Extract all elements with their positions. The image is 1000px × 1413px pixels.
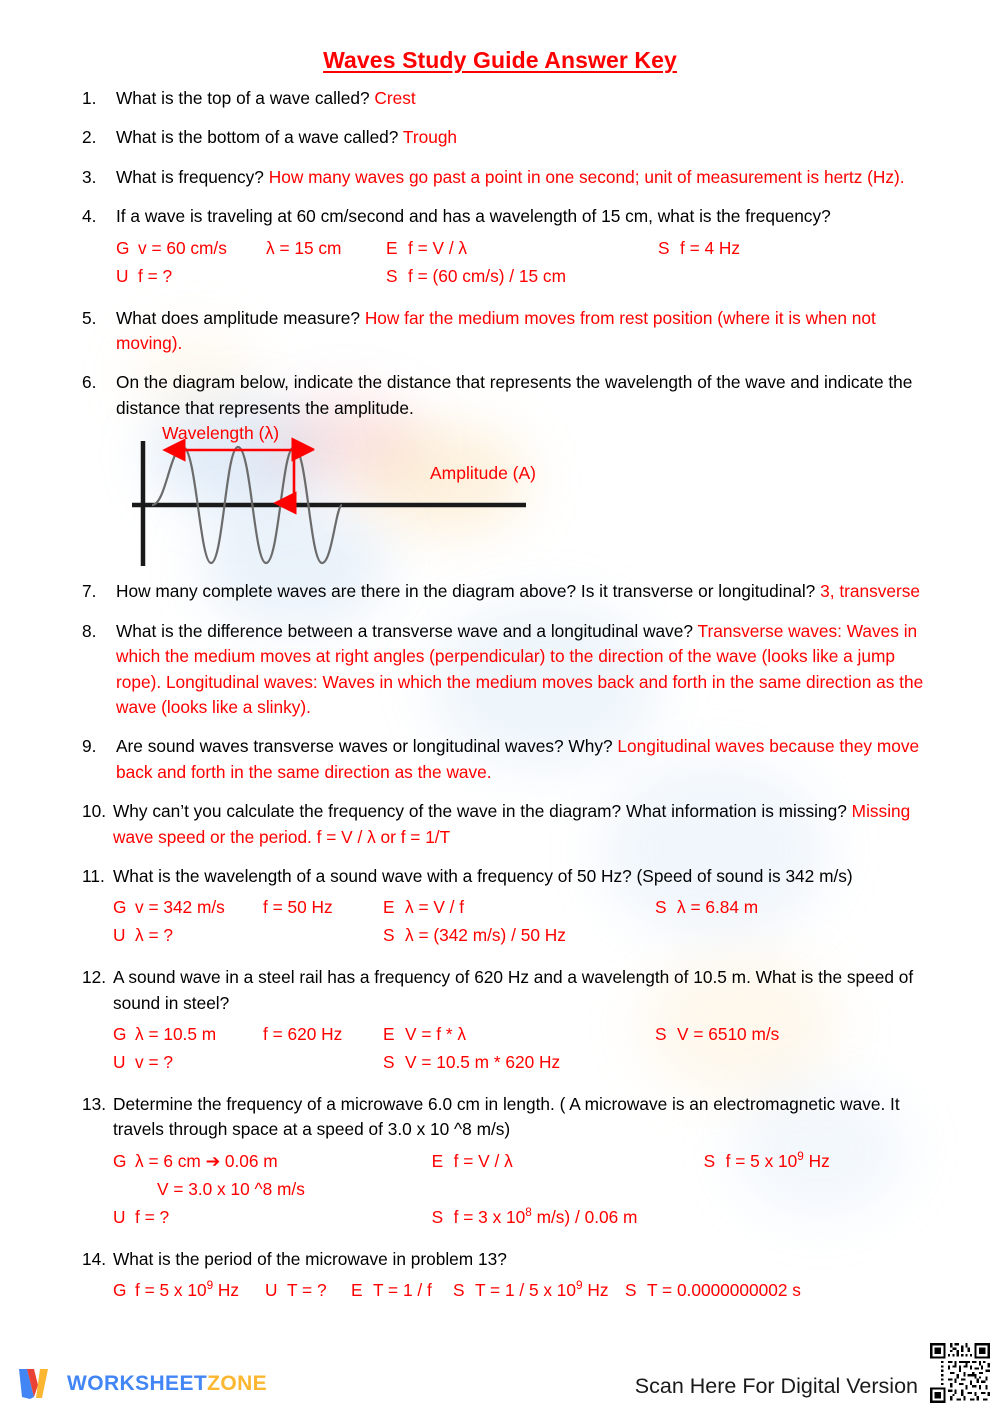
question-item-5 bbox=[82, 306, 942, 357]
unknown-tag: U bbox=[116, 265, 129, 286]
given-unit: Hz bbox=[213, 1280, 240, 1301]
logo-text bbox=[67, 1372, 267, 1396]
substitute-exponent: 9 bbox=[576, 1279, 583, 1293]
given-value-1: v = 60 cm/s bbox=[138, 237, 227, 258]
question-text: What is frequency? bbox=[116, 166, 264, 187]
solution-mantissa: f = 5 x 10 bbox=[725, 1150, 798, 1171]
page-title bbox=[0, 0, 1000, 74]
solution-tag: S bbox=[625, 1280, 637, 1301]
question-item-12 bbox=[82, 965, 942, 1078]
qr-code-svg bbox=[928, 1341, 992, 1405]
answer-text: Trough bbox=[402, 127, 458, 148]
guess-row-given-2 bbox=[113, 1177, 942, 1205]
equation-tag: E bbox=[383, 897, 395, 918]
answer-text: Missing wave speed or the period. f = V / λ or f = 1/T bbox=[113, 801, 911, 847]
given-value-1: λ = 6 cm ➔ 0.06 m bbox=[135, 1150, 278, 1171]
question-number: 4. bbox=[82, 206, 97, 227]
unknown-tag: U bbox=[113, 1052, 126, 1073]
guess-row-unknown bbox=[113, 923, 942, 951]
answer-text: Crest bbox=[374, 88, 416, 108]
equation-value: λ = V / f bbox=[405, 897, 465, 918]
question-item-9 bbox=[82, 734, 942, 785]
solution-tag: S bbox=[655, 897, 667, 918]
given-tag: G bbox=[113, 1024, 127, 1045]
solution-tag: S bbox=[703, 1150, 716, 1171]
given-value-2: V = 3.0 x 10 ^8 m/s bbox=[157, 1178, 305, 1199]
substitute-mantissa: T = 1 / 5 x 10 bbox=[475, 1280, 577, 1301]
unknown-value: f = ? bbox=[135, 1206, 170, 1227]
question-number: 10. bbox=[82, 801, 107, 822]
unknown-tag: U bbox=[113, 1206, 126, 1227]
given-tag: G bbox=[113, 897, 127, 918]
question-number: 1. bbox=[82, 88, 97, 108]
scan-here-text: Scan Here For Digital Version bbox=[634, 1374, 918, 1398]
solution-value: V = 6510 m/s bbox=[677, 1024, 780, 1045]
equation-value: T = 1 / f bbox=[373, 1280, 432, 1301]
unknown-tag: U bbox=[113, 925, 126, 946]
substitute-tag: S bbox=[383, 925, 395, 946]
question-number: 8. bbox=[82, 620, 97, 641]
guess-row-given bbox=[116, 236, 942, 264]
question-text: What does amplitude measure? bbox=[116, 307, 360, 328]
substitute-tag: S bbox=[383, 1052, 395, 1073]
question-number: 6. bbox=[82, 372, 97, 393]
guess-row-unknown bbox=[116, 264, 942, 292]
qr-code[interactable] bbox=[928, 1341, 992, 1405]
given-value-2: f = 620 Hz bbox=[263, 1024, 343, 1045]
equation-value: V = f * λ bbox=[405, 1024, 466, 1045]
question-item-2 bbox=[82, 125, 942, 150]
substitute-tag: S bbox=[386, 265, 398, 286]
given-tag: G bbox=[113, 1280, 127, 1301]
question-item-6 bbox=[82, 370, 942, 573]
wavelength-label: Wavelength (λ) bbox=[162, 423, 280, 444]
unknown-value: f = ? bbox=[138, 265, 173, 286]
question-text: What is the bottom of a wave called? bbox=[116, 127, 399, 148]
substitute-value: λ = (342 m/s) / 50 Hz bbox=[405, 925, 566, 946]
unknown-value: λ = ? bbox=[135, 925, 173, 946]
unknown-value: T = ? bbox=[287, 1280, 327, 1301]
answer-text: 3, transverse bbox=[820, 581, 920, 602]
question-number: 12. bbox=[82, 967, 107, 988]
equation-value: f = V / λ bbox=[453, 1150, 513, 1171]
solution-value: T = 0.0000000002 s bbox=[647, 1280, 801, 1301]
question-text: How many complete waves are there in the diagram above? Is it transverse or longitudinal? bbox=[116, 581, 816, 602]
question-text: If a wave is traveling at 60 cm/second and has a wavelength of 15 cm, what is the frequency? bbox=[116, 206, 831, 227]
question-text: Are sound waves transverse waves or longitudinal waves? Why? bbox=[116, 736, 613, 757]
substitute-value bbox=[454, 1205, 942, 1233]
spacer-cell bbox=[263, 1050, 383, 1078]
guess-work-table-12 bbox=[113, 1022, 942, 1078]
equation-tag: E bbox=[351, 1280, 363, 1301]
question-number: 7. bbox=[82, 581, 97, 602]
solution-value: λ = 6.84 m bbox=[677, 897, 759, 918]
question-item-11 bbox=[82, 864, 942, 951]
question-text: What is the period of the microwave in problem 13? bbox=[113, 1248, 507, 1269]
question-text: On the diagram below, indicate the distance that represents the wavelength of the wave and indicate the distance that represents the amplitude. bbox=[116, 372, 913, 418]
worksheet-zone-logo[interactable] bbox=[18, 1367, 267, 1401]
question-list bbox=[0, 86, 1000, 1306]
question-text: What is the difference between a transverse wave and a longitudinal wave? bbox=[116, 620, 694, 641]
wave-diagram bbox=[130, 423, 650, 573]
solution-value: f = 4 Hz bbox=[680, 237, 741, 258]
answer-text: Longitudinal waves because they move back and forth in the same direction as the wave. bbox=[116, 736, 920, 782]
answer-text: How many waves go past a point in one second; unit of measurement is hertz (Hz). bbox=[268, 166, 905, 187]
question-text: What is the top of a wave called? bbox=[116, 88, 370, 108]
unknown-tag: U bbox=[265, 1280, 278, 1301]
given-value bbox=[135, 1278, 265, 1306]
question-number: 11. bbox=[82, 866, 105, 887]
question-number: 5. bbox=[82, 307, 97, 328]
question-item-4 bbox=[82, 204, 942, 291]
solution-unit: Hz bbox=[803, 1150, 830, 1171]
given-value-2: λ = 15 cm bbox=[266, 237, 342, 258]
guess-row-unknown bbox=[113, 1205, 942, 1233]
question-text: Determine the frequency of a microwave 6.0 cm in length. ( A microwave is an electromagnetic wave. It travels through space at a speed of 3.0 x 10 ^8 m/s) bbox=[113, 1094, 900, 1140]
question-number: 14. bbox=[82, 1248, 107, 1269]
substitute-tag: S bbox=[453, 1280, 465, 1301]
unknown-value: v = ? bbox=[135, 1052, 173, 1073]
answer-text: Transverse waves: Waves in which the medium moves at right angles (perpendicular) to the direction of the wave (looks like a jump rope). Longitudinal waves: Waves in which the medium moves back and forth in the same direction as the wave (looks like a slinky). bbox=[116, 620, 924, 717]
substitute-rest: m/s) / 0.06 m bbox=[531, 1206, 638, 1227]
guess-work-table-14 bbox=[113, 1278, 942, 1306]
substitute-exponent: 8 bbox=[525, 1206, 532, 1220]
question-item-10 bbox=[82, 799, 942, 850]
logo-word-worksheet: WORKSHEET bbox=[67, 1372, 208, 1395]
substitute-value: V = 10.5 m * 620 Hz bbox=[405, 1052, 561, 1073]
logo-w-icon bbox=[18, 1367, 58, 1401]
guess-row-given bbox=[113, 1022, 942, 1050]
question-item-13 bbox=[82, 1092, 942, 1233]
given-tag: G bbox=[113, 1150, 127, 1171]
question-text: Why can’t you calculate the frequency of the wave in the diagram? What information is missing? bbox=[113, 801, 847, 822]
guess-row-given bbox=[113, 1149, 942, 1177]
question-item-3 bbox=[82, 165, 942, 190]
guess-row-all bbox=[113, 1278, 942, 1306]
solution-tag: S bbox=[655, 1024, 667, 1045]
question-item-14 bbox=[82, 1247, 942, 1306]
solution-value bbox=[726, 1149, 942, 1177]
question-item-7 bbox=[82, 579, 942, 604]
question-item-8 bbox=[82, 619, 942, 721]
equation-tag: E bbox=[386, 237, 398, 258]
substitute-value: f = (60 cm/s) / 15 cm bbox=[408, 265, 566, 286]
given-exponent: 9 bbox=[206, 1279, 214, 1293]
given-mantissa: f = 5 x 10 bbox=[135, 1280, 207, 1301]
given-tag: G bbox=[116, 237, 130, 258]
substitute-mantissa: f = 3 x 10 bbox=[453, 1206, 526, 1227]
substitute-tag: S bbox=[431, 1206, 444, 1227]
given-value-1: v = 342 m/s bbox=[135, 897, 225, 918]
question-number: 3. bbox=[82, 166, 97, 187]
question-text: A sound wave in a steel rail has a frequency of 620 Hz and a wavelength of 10.5 m. What is the speed of sound in steel? bbox=[113, 967, 914, 1013]
substitute-unit: Hz bbox=[582, 1280, 609, 1301]
equation-tag: E bbox=[431, 1150, 444, 1171]
page-title-text: Waves Study Guide Answer Key bbox=[323, 47, 677, 73]
guess-work-table-13 bbox=[113, 1149, 942, 1233]
page-footer bbox=[0, 1333, 1000, 1413]
equation-value: f = V / λ bbox=[408, 237, 468, 258]
guess-work-table-4 bbox=[116, 236, 942, 292]
spacer-cell bbox=[113, 1177, 135, 1205]
guess-row-unknown bbox=[113, 1050, 942, 1078]
question-number: 9. bbox=[82, 736, 97, 757]
guess-work-table-11 bbox=[113, 895, 942, 951]
solution-exponent: 9 bbox=[797, 1150, 804, 1164]
substitute-value bbox=[475, 1278, 625, 1306]
amplitude-label: Amplitude (A) bbox=[430, 463, 537, 484]
logo-word-zone: ZONE bbox=[207, 1372, 268, 1395]
question-number: 2. bbox=[82, 127, 97, 148]
spacer-cell bbox=[263, 923, 383, 951]
equation-tag: E bbox=[383, 1024, 395, 1045]
given-value-1: λ = 10.5 m bbox=[135, 1024, 217, 1045]
given-value-2: f = 50 Hz bbox=[263, 897, 333, 918]
spacer-cell bbox=[266, 264, 386, 292]
guess-row-given bbox=[113, 895, 942, 923]
question-item-1 bbox=[82, 86, 942, 111]
answer-text: How far the medium moves from rest position (where it is when not moving). bbox=[116, 307, 876, 353]
question-number: 13. bbox=[82, 1094, 107, 1115]
solution-tag: S bbox=[658, 237, 670, 258]
question-text: What is the wavelength of a sound wave with a frequency of 50 Hz? (Speed of sound is 342 m/s) bbox=[113, 866, 853, 887]
